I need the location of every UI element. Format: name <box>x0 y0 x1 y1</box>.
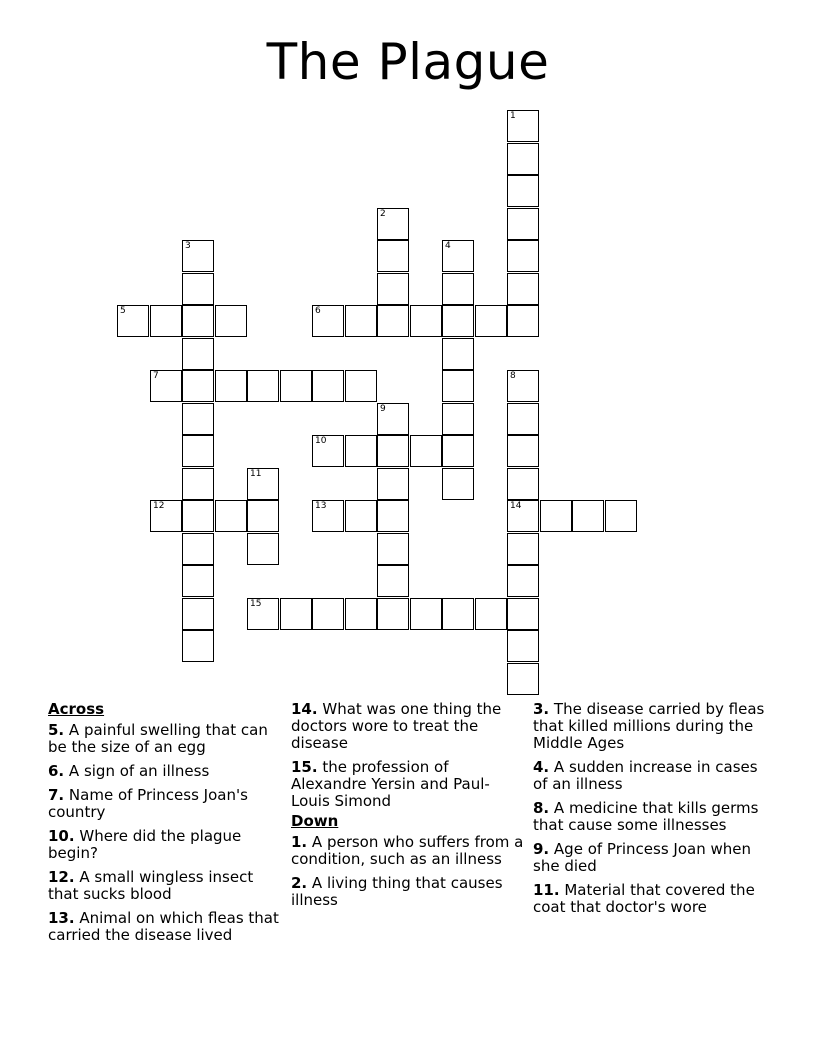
clue-text: Age of Princess Joan when she died <box>533 840 752 875</box>
clue-number: 6. <box>48 762 65 780</box>
clue-text: A painful swelling that can be the size of an egg <box>48 721 268 756</box>
grid-cell[interactable] <box>410 305 442 337</box>
grid-cell[interactable] <box>312 500 344 532</box>
grid-cell[interactable] <box>410 598 442 630</box>
clue-text: Name of Princess Joan's country <box>48 786 248 821</box>
clue-text: What was one thing the doctors wore to treat the disease <box>291 700 502 752</box>
grid-cell[interactable] <box>182 500 214 532</box>
grid-cell[interactable] <box>182 598 214 630</box>
grid-cell[interactable] <box>377 468 409 500</box>
clue-across-7 <box>48 787 284 821</box>
grid-cell[interactable] <box>377 273 409 305</box>
grid-cell[interactable] <box>247 500 279 532</box>
grid-cell[interactable] <box>377 403 409 435</box>
grid-cell[interactable] <box>215 370 247 402</box>
clue-down-8 <box>533 800 769 834</box>
clue-down-11 <box>533 882 769 916</box>
cell-number: 9 <box>380 404 386 414</box>
clue-text: A small wingless insect that sucks blood <box>48 868 254 903</box>
grid-cell[interactable] <box>605 500 637 532</box>
cell-number: 6 <box>315 306 321 316</box>
grid-cell[interactable] <box>182 403 214 435</box>
clue-number: 11. <box>533 881 560 899</box>
grid-cell[interactable] <box>377 305 409 337</box>
grid-cell[interactable] <box>442 468 474 500</box>
cell-number: 12 <box>153 501 165 511</box>
grid-cell[interactable] <box>507 143 539 175</box>
grid-cell[interactable] <box>345 598 377 630</box>
grid-cell[interactable] <box>410 435 442 467</box>
grid-cell[interactable] <box>442 370 474 402</box>
grid-cell[interactable] <box>215 500 247 532</box>
grid-cell[interactable] <box>507 468 539 500</box>
grid-cell[interactable] <box>182 435 214 467</box>
grid-cell[interactable] <box>377 240 409 272</box>
grid-cell[interactable] <box>442 435 474 467</box>
grid-cell[interactable] <box>377 565 409 597</box>
clue-number: 1. <box>291 833 308 851</box>
cell-number: 4 <box>445 241 451 251</box>
grid-cell[interactable] <box>150 305 182 337</box>
grid-cell[interactable] <box>247 533 279 565</box>
grid-cell[interactable] <box>312 435 344 467</box>
grid-cell[interactable] <box>182 273 214 305</box>
clue-down-1 <box>291 834 527 868</box>
grid-cell[interactable] <box>507 500 539 532</box>
clue-text: A sign of an illness <box>68 762 210 780</box>
grid-cell[interactable] <box>442 305 474 337</box>
clue-across-13 <box>48 910 284 944</box>
clue-number: 13. <box>48 909 75 927</box>
clue-across-15 <box>291 759 527 810</box>
grid-cell[interactable] <box>507 370 539 402</box>
clue-text: A living thing that causes illness <box>291 874 503 909</box>
clue-number: 7. <box>48 786 65 804</box>
grid-cell[interactable] <box>182 533 214 565</box>
cell-number: 13 <box>315 501 327 511</box>
grid-cell[interactable] <box>182 338 214 370</box>
grid-cell[interactable] <box>150 500 182 532</box>
cell-number: 14 <box>510 501 522 511</box>
clue-number: 2. <box>291 874 308 892</box>
clue-number: 3. <box>533 700 550 718</box>
clue-number: 5. <box>48 721 65 739</box>
grid-cell[interactable] <box>507 435 539 467</box>
grid-cell[interactable] <box>507 630 539 662</box>
clue-number: 8. <box>533 799 550 817</box>
clue-text: The disease carried by fleas that killed millions during the Middle Ages <box>533 700 765 752</box>
clue-text: A person who suffers from a condition, such as an illness <box>291 833 524 868</box>
grid-cell[interactable] <box>507 403 539 435</box>
cell-number: 10 <box>315 436 327 446</box>
clue-number: 14. <box>291 700 318 718</box>
grid-cell[interactable] <box>312 305 344 337</box>
grid-cell[interactable] <box>507 240 539 272</box>
grid-cell[interactable] <box>442 338 474 370</box>
clue-across-12 <box>48 869 284 903</box>
grid-cell[interactable] <box>442 598 474 630</box>
clues-column-3 <box>533 701 769 923</box>
cell-number: 3 <box>185 241 191 251</box>
grid-cell[interactable] <box>312 370 344 402</box>
clue-number: 12. <box>48 868 75 886</box>
clue-text: the profession of Alexandre Yersin and Paul-Louis Simond <box>291 758 490 810</box>
grid-cell[interactable] <box>247 468 279 500</box>
grid-cell[interactable] <box>507 208 539 240</box>
clue-text: Where did the plague begin? <box>48 827 242 862</box>
grid-cell[interactable] <box>182 565 214 597</box>
grid-cell[interactable] <box>377 598 409 630</box>
grid-cell[interactable] <box>182 370 214 402</box>
grid-cell[interactable] <box>475 598 507 630</box>
grid-cell[interactable] <box>182 305 214 337</box>
cell-number: 7 <box>153 371 159 381</box>
grid-cell[interactable] <box>345 305 377 337</box>
grid-cell[interactable] <box>442 273 474 305</box>
clue-text: Animal on which fleas that carried the disease lived <box>48 909 279 944</box>
clue-across-14 <box>291 701 527 752</box>
clue-down-3 <box>533 701 769 752</box>
clue-text: A medicine that kills germs that cause some illnesses <box>533 799 759 834</box>
grid-cell[interactable] <box>507 663 539 695</box>
grid-cell[interactable] <box>280 598 312 630</box>
grid-cell[interactable] <box>507 175 539 207</box>
cell-number: 5 <box>120 306 126 316</box>
clue-number: 4. <box>533 758 550 776</box>
grid-cell[interactable] <box>280 370 312 402</box>
clue-across-5 <box>48 722 284 756</box>
clue-number: 9. <box>533 840 550 858</box>
grid-cell[interactable] <box>377 500 409 532</box>
cell-number: 1 <box>510 111 516 121</box>
grid-cell[interactable] <box>572 500 604 532</box>
page-title: The Plague <box>266 33 550 91</box>
clues-column-1 <box>48 701 284 951</box>
grid-cell[interactable] <box>507 273 539 305</box>
grid-cell[interactable] <box>442 240 474 272</box>
clue-text: A sudden increase in cases of an illness <box>533 758 758 793</box>
down-header: Down <box>291 812 339 830</box>
grid-cell[interactable] <box>442 403 474 435</box>
clue-text: Material that covered the coat that doctor's wore <box>533 881 755 916</box>
grid-cell[interactable] <box>247 370 279 402</box>
grid-cell[interactable] <box>345 370 377 402</box>
grid-cell[interactable] <box>507 598 539 630</box>
clue-number: 15. <box>291 758 318 776</box>
grid-cell[interactable] <box>377 435 409 467</box>
grid-cell[interactable] <box>507 565 539 597</box>
clue-across-10 <box>48 828 284 862</box>
grid-cell[interactable] <box>377 208 409 240</box>
clues-column-2 <box>291 701 527 916</box>
cell-number: 2 <box>380 209 386 219</box>
across-header: Across <box>48 700 105 718</box>
grid-cell[interactable] <box>345 435 377 467</box>
grid-cell[interactable] <box>215 305 247 337</box>
grid-cell[interactable] <box>182 630 214 662</box>
clue-down-4 <box>533 759 769 793</box>
grid-cell[interactable] <box>507 305 539 337</box>
grid-cell[interactable] <box>507 533 539 565</box>
grid-cell[interactable] <box>345 500 377 532</box>
cell-number: 8 <box>510 371 516 381</box>
cell-number: 15 <box>250 599 262 609</box>
grid-cell[interactable] <box>507 110 539 142</box>
grid-cell[interactable] <box>540 500 572 532</box>
grid-cell[interactable] <box>377 533 409 565</box>
cell-number: 11 <box>250 469 262 479</box>
grid-cell[interactable] <box>247 598 279 630</box>
clue-down-9 <box>533 841 769 875</box>
clue-across-6 <box>48 763 284 780</box>
grid-cell[interactable] <box>182 240 214 272</box>
grid-cell[interactable] <box>475 305 507 337</box>
grid-cell[interactable] <box>117 305 149 337</box>
grid-cell[interactable] <box>150 370 182 402</box>
clue-down-2 <box>291 875 527 909</box>
grid-cell[interactable] <box>182 468 214 500</box>
clue-number: 10. <box>48 827 75 845</box>
grid-cell[interactable] <box>312 598 344 630</box>
